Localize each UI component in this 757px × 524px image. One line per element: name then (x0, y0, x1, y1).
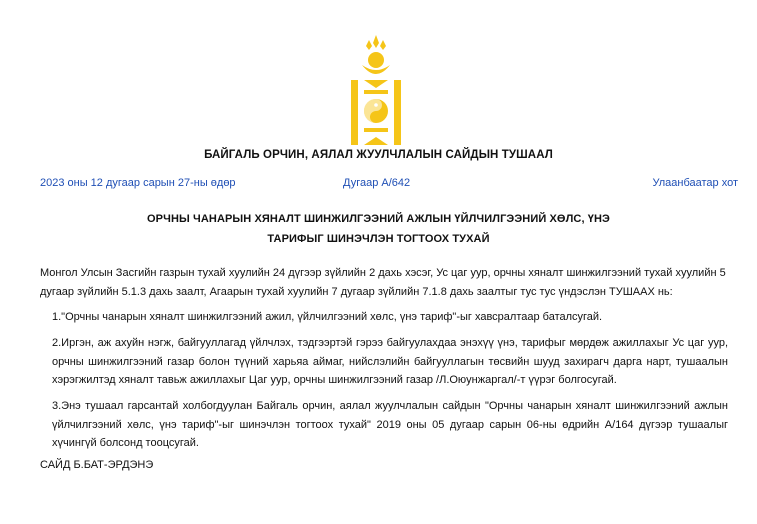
order-number: Дугаар А/642 (343, 177, 411, 189)
ministry-order-heading: БАЙГАЛЬ ОРЧИН, АЯЛАЛ ЖУУЛЧЛАЛЫН САЙДЫН ТУШААЛ (204, 149, 553, 161)
order-date: 2023 оны 12 дугаар сарын 27-ны өдөр (40, 177, 236, 189)
soyombo-emblem-icon (351, 35, 401, 145)
order-item-3: 3.Энэ тушаал гарсантай холбогдуулан Байгаль орчин, аялал жуулчлалын сайдын "Орчны чанарын хяналт шинжилгээний ажлын үйлчилгээний хөлс, үнэ тариф"-ыг шинэчлэн тогтоох тухай" 2019 оны 05 дугаар сарын 06-ны өдрийн А/164 дүгээр тушаалыг хүчингүй болсонд тооцсугай. (52, 400, 728, 449)
order-title-line-1: ОРЧНЫ ЧАНАРЫН ХЯНАЛТ ШИНЖИЛГЭЭНИЙ АЖЛЫН ҮЙЛЧИЛГЭЭНИЙ ХӨЛС, ҮНЭ (147, 213, 610, 225)
minister-signature: САЙД Б.БАТ-ЭРДЭНЭ (40, 459, 154, 471)
order-title-line-2: ТАРИФЫГ ШИНЭЧЛЭН ТОГТООХ ТУХАЙ (267, 233, 490, 245)
order-preamble: Монгол Улсын Засгийн газрын тухай хуулийн 24 дүгээр зүйлийн 2 дахь хэсэг, Ус цаг уур, орчны хяналт шинжилгээний тухай хуулийн 5 дугаар зүйлийн 5.1.3 дахь заалт, Агаарын тухай хуулийн 7 дугаар зүйлийн 7.1.8 дахь заалтыг тус тус үндэслэн ТУШААХ нь: (40, 267, 726, 298)
order-place: Улаанбаатар хот (652, 177, 738, 189)
order-item-1: 1."Орчны чанарын хяналт шинжилгээний ажил, үйлчилгээний хөлс, үнэ тариф"-ыг хавсралтаар баталсугай. (52, 311, 603, 323)
order-item-2: 2.Иргэн, аж ахуйн нэгж, байгууллагад үйлчлэх, тэдгээртэй гэрээ байгуулахдаа энэхүү үнэ, тарифыг мөрдөж ажиллахыг Ус цаг уур, орчны шинжилгээний газар болон түүний харьяа аймаг, нийслэлийн байгууллагын төсвийн шууд захирагч дарга нарт, тушаалын хэрэгжилтэд хяналт тавьж ажиллахыг Цаг уур, орчны шинжилгээний газар /Л.Оюунжаргал/-т үүрэг болгосугай. (52, 337, 728, 386)
